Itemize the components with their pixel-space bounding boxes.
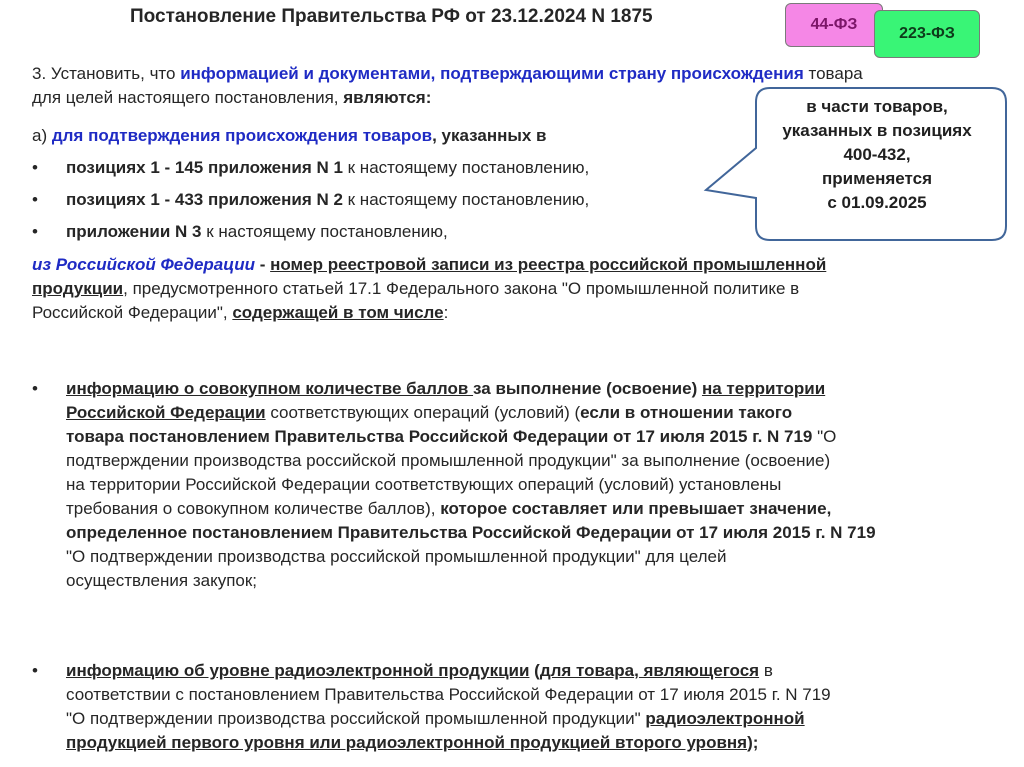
radio-line1: информацию об уровне радиоэлектронной продукции (для товара, являющегося в xyxy=(66,661,773,680)
callout-text xyxy=(748,95,1006,215)
rf-block-line3: Российской Федерации", содержащей в том числе: xyxy=(32,303,449,322)
bullet-dot: • xyxy=(32,222,38,241)
callout-bubble xyxy=(700,86,1008,246)
radio-line4: продукцией первого уровня или радиоэлектронной продукцией второго уровня); xyxy=(66,733,759,752)
scores-line2: Российской Федерации соответствующих операций (условий) (если в отношении такого xyxy=(66,403,793,422)
bullet-dot: • xyxy=(32,190,38,209)
tag-44-fz: 44-ФЗ xyxy=(785,3,883,47)
bullet-dot: • xyxy=(32,379,38,398)
callout-line: с 01.09.2025 xyxy=(827,193,927,212)
item-a: а) для подтверждения происхождения товаров, указанных в xyxy=(32,126,547,145)
document-title: Постановление Правительства РФ от 23.12.2024 N 1875 xyxy=(130,6,653,27)
callout-line: в части товаров, xyxy=(806,97,948,116)
scores-line7: определенное постановлением Правительства Российской Федерации от 17 июля 2015 г. N 719 xyxy=(66,523,876,542)
rf-block-line2: продукции, предусмотренного статьей 17.1 Федерального закона "О промышленной политике в xyxy=(32,279,800,298)
scores-line5: на территории Российской Федерации соответствующих операций (условий) установлены xyxy=(66,475,782,494)
scores-line9: осуществления закупок; xyxy=(66,571,258,590)
bullet-list-item: позициях 1 - 145 приложения N 1 к настоящему постановлению, xyxy=(66,158,590,177)
scores-line4: подтверждении производства российской промышленной продукции" за выполнение (освоение) xyxy=(66,451,831,470)
rf-block-line1: из Российской Федерации - номер реестровой записи из реестра российской промышленной xyxy=(32,255,827,274)
tag-223-fz: 223-ФЗ xyxy=(874,10,980,58)
bullet-dot: • xyxy=(32,158,38,177)
callout-line: применяется xyxy=(821,169,933,188)
callout-line: 400-432, xyxy=(843,145,911,164)
bullet-list-item: приложении N 3 к настоящему постановлению, xyxy=(66,222,448,241)
callout-line: указанных в позициях xyxy=(782,121,972,140)
scores-line1: информацию о совокупном количестве баллов за выполнение (освоение) на территории xyxy=(66,379,826,398)
scores-line3: товара постановлением Правительства Российской Федерации от 17 июля 2015 г. N 719 "О xyxy=(66,427,837,446)
radio-line2: соответствии с постановлением Правительства Российской Федерации от 17 июля 2015 г. N 719 xyxy=(66,685,831,704)
scores-line8: "О подтверждении производства российской промышленной продукции" для целей xyxy=(66,547,727,566)
para3-line2: для целей настоящего постановления, являются: xyxy=(32,88,432,107)
bullet-list-item: позициях 1 - 433 приложения N 2 к настоящему постановлению, xyxy=(66,190,590,209)
para3-line1: 3. Установить, что информацией и документами, подтверждающими страну происхождения товара xyxy=(32,64,863,83)
radio-line3: "О подтверждении производства российской промышленной продукции" радиоэлектронной xyxy=(66,709,805,728)
scores-line6: требования о совокупном количестве баллов), которое составляет или превышает значение, xyxy=(66,499,832,518)
bullet-dot: • xyxy=(32,661,38,680)
